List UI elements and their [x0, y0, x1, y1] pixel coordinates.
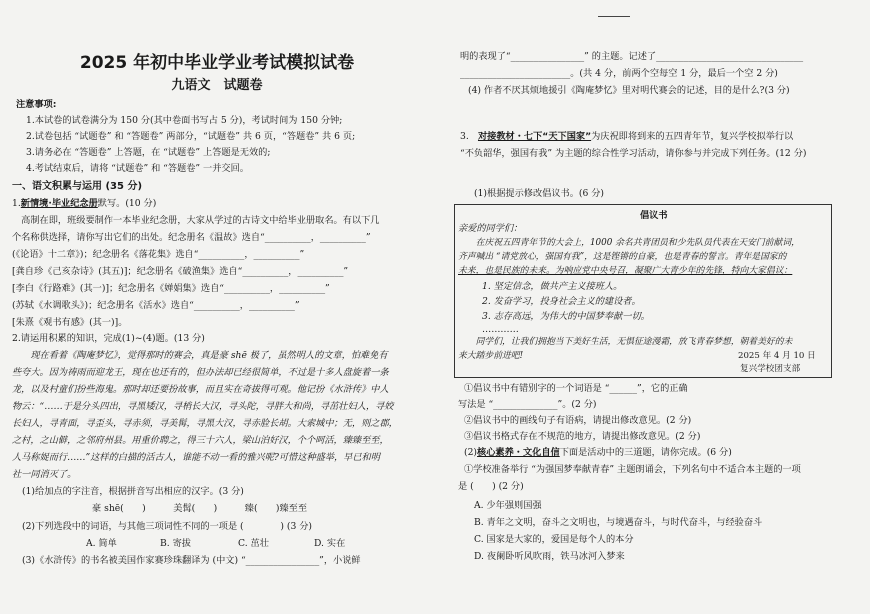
exam-title: 2025 年初中毕业学业考试模拟试卷: [79, 53, 355, 73]
question-tail: 为庆祝即将到来的五四青年节，复兴学校拟举行以: [591, 131, 794, 142]
passage-line: 长妇人，寻青面，寻歪头，寻赤须，寻美髯，寻黑大汉，寻赤脸长胡。大索城中；无，则之郡，: [12, 418, 398, 429]
passage-line: 人马称娖而行……”这样的白描的活古人，谁能不动一看的雅兴呢?可惜这种盛举，早已和明: [12, 452, 380, 463]
cont-line: ________________________。(共 4 分，前两个空每空 1 分，最后一个空 2 分): [460, 68, 778, 79]
proposal-title: 倡议书: [640, 210, 668, 221]
proposal-point: 1. 坚定信念，做共产主义接班人。: [482, 281, 623, 292]
proposal-point: 3. 志存高远，为伟大的中国梦奉献一切。: [482, 311, 650, 322]
top-mark: [598, 16, 630, 17]
notice-item: 1.本试卷的试卷满分为 150 分(其中卷面书写占 5 分)，考试时间为 150 分钟;: [26, 115, 343, 126]
sub-question-1: (1)根据提示修改倡议书。(6 分): [474, 188, 605, 199]
proposal-dots: …………: [482, 324, 519, 335]
proposal-date: 2025 年 4 月 10 日: [738, 351, 816, 361]
sub-question-2: (2)下列选段中的词语，与其他三项词性不同的一项是 ( ) (3 分): [22, 521, 313, 532]
passage-line: 之村，之山僻，之邻府州县。用重价聘之，得三十六人，梁山泊好汉，个个呵活，臻臻至至，: [12, 435, 389, 446]
question-item: ②倡议书中的画线句子有语病，请提出修改意见。(2 分): [464, 415, 692, 426]
passage-line: 社一同消灭了。: [12, 469, 77, 480]
q1-line: (《论语》十二章》)；纪念册名《落花集》选自“__________，__________”: [12, 249, 305, 260]
sub-question-1: (1)给加点的字注音，根据拼音写出相应的汉字。(3 分): [22, 486, 244, 497]
section-heading: 一、语文积累与运用 (35 分): [12, 181, 143, 192]
option: A. 简单: [86, 538, 117, 549]
question-topic: 新情境·毕业纪念册: [20, 198, 98, 209]
question-2-intro: 2.请运用积累的知识，完成(1)~(4)题。(13 分): [12, 333, 205, 344]
pinyin-items: 豪 shē( ) 美髯( ) 臻( )臻至至: [92, 503, 308, 514]
sub-question-2-header: [464, 446, 732, 459]
passage-line: 些夸大。因为祷雨而迎龙王，现在也还有的，但办法却已经很简单，不过是十多人盘旋着一条: [12, 367, 389, 378]
question-item: ①倡议书中有错别字的一个词语是 “______”，它的正确: [464, 383, 688, 394]
q1-line: (苏轼《水调歌头》)；纪念册名《活水》选自“__________，__________”: [12, 300, 300, 311]
q1-line: 高制在即，班级要制作一本毕业纪念册，大家从学过的古诗文中给毕业册取名。有以下几: [12, 215, 380, 226]
passage-line: 现在看着《陶庵梦忆》，觉得那时的赛会，真是豪 shē 极了，虽然明人的文章，怕难免有: [12, 350, 388, 361]
question-item: ③倡议书格式存在不规范的地方，请提出修改意见。(2 分): [464, 431, 701, 442]
question-topic: 对接教材・七下“天下国家”: [477, 131, 592, 142]
cont-line: (4) 作者不厌其烦地援引《陶庵梦忆》里对明代赛会的记述，目的是什么?(3 分): [468, 85, 790, 96]
question-1-header: [12, 197, 156, 210]
q1-line: [朱熹《观书有感》(其一)]。: [12, 317, 128, 328]
proposal-body: 齐声喊出 “请党放心，强国有我”，这是铿锵的自豪，也是青春的誓言。青年是国家的: [458, 252, 787, 262]
sub-question-line: ①学校准备举行 “为强国梦奉献青春” 主题朗诵会，下列名句中不适合本主题的一项: [464, 464, 801, 475]
sub-question-tail: 下面是活动中的三道题，请你完成。(6 分): [559, 447, 732, 458]
q1-line: 个名称供选择，请你写出它们的出处。纪念册名《温故》选自“__________，__________”: [12, 232, 371, 243]
left-column: [0, 0, 434, 614]
notice-item: 4.考试结束后，请将 “试题卷” 和 “答题卷” 一并交回。: [26, 163, 249, 174]
question-number: 3.: [460, 131, 478, 142]
question-number: 1.: [12, 198, 21, 209]
proposal-body-underlined: 未来，也是民族的未来。为响应党中央号召，凝聚广大青少年的先锋，特向大家倡议：: [458, 266, 793, 276]
option: B. 寄拔: [160, 538, 191, 549]
notice-item: 2.试卷包括 “试题卷” 和 “答题卷” 两部分，“试题卷” 共 6 页，“答题卷” 共 6 页;: [26, 131, 356, 142]
choice-option: A. 少年强则国强: [474, 500, 542, 511]
question-3-header: [460, 130, 793, 143]
proposal-closing: 来大踏步前进吧!: [458, 351, 524, 361]
notice-item: 3.请务必在 “答题卷” 上答题，在 “试题卷” 上答题是无效的;: [26, 147, 271, 158]
question-3-line: “不负韶华，强国有我” 为主题的综合性学习活动，请你参与并完成下列任务。(12 分): [460, 148, 807, 159]
passage-line: 龙，以及村童们扮些海鬼。那时却还要扮故事，而且实在奇拔得可观。他记扮《水浒传》中人: [12, 384, 389, 395]
sub-question-prefix: (2): [464, 447, 478, 458]
cont-line: 明的表现了“________________” 的主题。记述了________________________________: [460, 51, 804, 62]
proposal-greeting: 亲爱的同学们：: [458, 223, 523, 234]
choice-option: B. 青年之文明，奋斗之文明也，与境遇奋斗，与时代奋斗，与经验奋斗: [474, 517, 763, 528]
choice-option: D. 夜阑卧听风吹雨，铁马冰河入梦来: [474, 551, 625, 562]
proposal-point: 2. 发奋学习，投身社会主义的建设者。: [482, 296, 641, 307]
q1-line: [李白《行路难》(其一)]；纪念册名《婵娟集》选自“__________，__________”: [12, 283, 330, 294]
proposal-closing: 同学们，让我们拥抱当下美好生活，无惧征途漫霜，放飞青春梦想，朝着美好的未: [458, 337, 793, 347]
question-tail: 默写。(10 分): [97, 198, 157, 209]
option: C. 茁壮: [238, 538, 269, 549]
sub-question-topic: 核心素养・文化自信: [477, 447, 560, 458]
q1-line: [龚自珍《己亥杂诗》(其五)]；纪念册名《破渔集》选自“__________，__________”: [12, 266, 349, 277]
sub-question-line: 是 ( ) (2 分): [458, 481, 524, 492]
notice-heading: 注意事项:: [16, 99, 57, 110]
choice-option: C. 国家是大家的，爱国是每个人的本分: [474, 534, 634, 545]
sub-question-3: (3)《水浒传》的书名被美国作家赛珍珠翻译为 (中文) “________________”，小说鲜: [22, 555, 361, 566]
exam-subtitle: 九语文 试题卷: [171, 78, 263, 93]
option: D. 实在: [314, 538, 346, 549]
proposal-signer: 复兴学校团支部: [740, 364, 801, 374]
proposal-body: 在庆祝五四青年节的大会上，1000 余名共青团员和少先队员代表在天安门前献词，: [458, 238, 800, 248]
passage-line: 物云：“……于是分头四出，寻黑矮汉，寻梢长大汉，寻头陀，寻胖大和尚，寻茁壮妇人，寻姣: [12, 401, 394, 412]
question-item: 写法是 “______________”。(2 分): [458, 399, 597, 410]
